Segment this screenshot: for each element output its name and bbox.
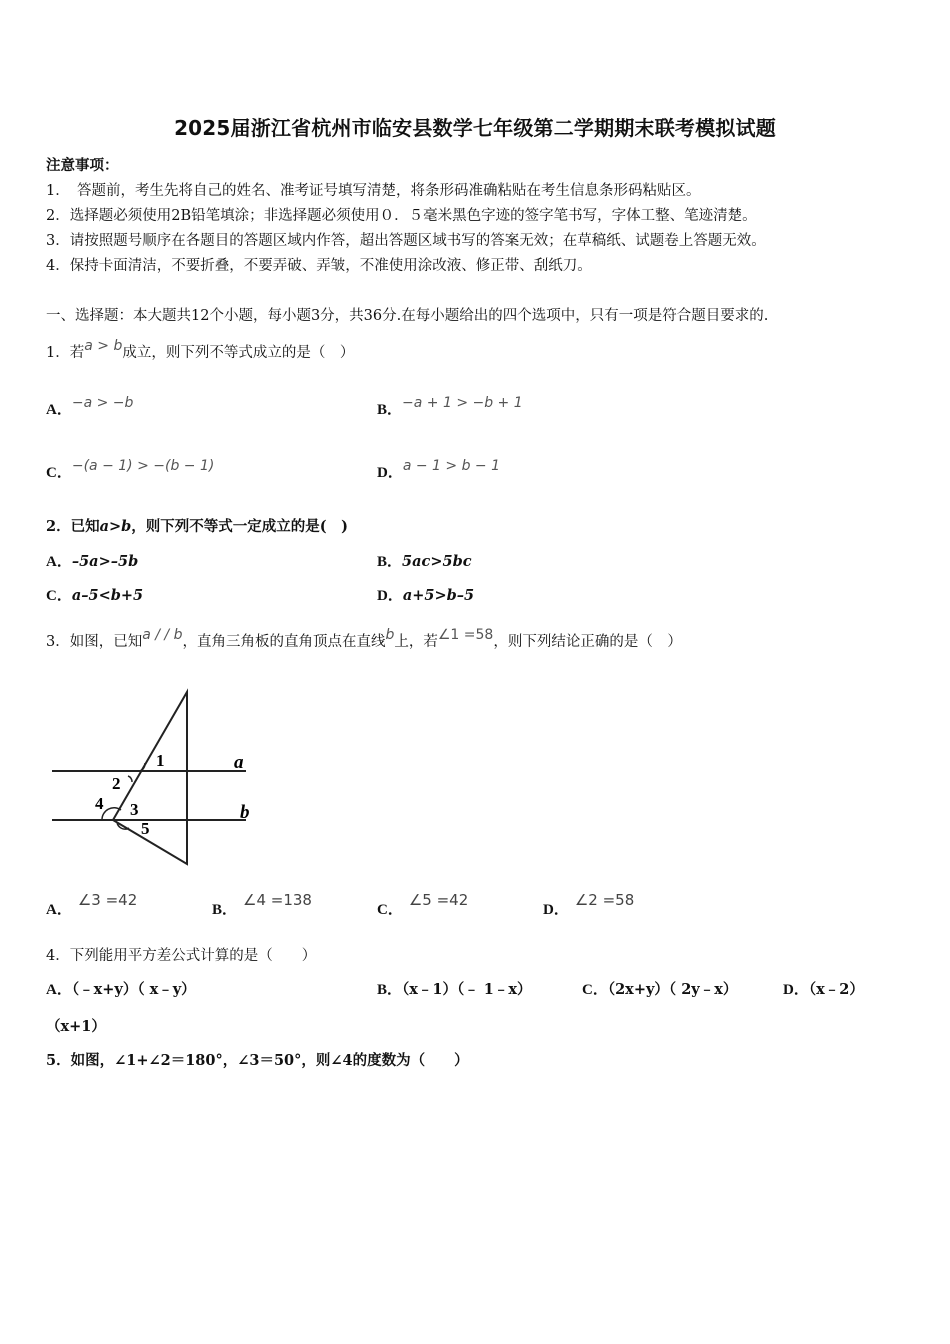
question-2-condition: a>b [99,518,132,535]
q1-option-b[interactable] [377,395,523,419]
q3-option-d[interactable] [543,891,635,919]
question-3-tail: ，则下列结论正确的是（ ） [493,634,682,650]
question-1-tail: 成立，则下列不等式成立的是（ ） [122,345,355,361]
question-2-tail: ，则下列不等式一定成立的是( ) [131,518,349,535]
option-expression: a+5>b–5 [402,587,475,604]
option-expression: （x﹣1）（﹣ 1﹣x） [402,981,532,998]
q4-option-c[interactable] [582,978,737,999]
right-triangle [113,692,187,864]
q1-option-a[interactable] [46,395,134,419]
option-expression: ∠5 =42 [408,891,469,909]
option-expression: （2x+y）（ 2y﹣x） [607,981,738,998]
q4-option-d[interactable] [783,978,864,999]
option-expression: ∠4 =138 [243,891,312,909]
figure-label-3: 3 [130,800,139,819]
q4-option-a[interactable] [46,978,196,999]
option-letter: A． [46,554,72,570]
question-3-prefix: 3．如图，已知 [46,634,143,650]
option-expression: 5ac>5bc [402,553,472,570]
option-letter: D． [377,588,403,604]
question-3-line-name: b [385,627,395,643]
option-letter: A． [46,402,72,418]
option-expression: −(a − 1) > −(b − 1) [71,458,215,474]
notice-item: 2．选择题必须使用2B铅笔填涂；非选择题必须使用０．５毫米黑色字迹的签字笔书写，字体工整、笔迹清楚。 [46,208,757,224]
q4-option-d-continued: （x+1） [46,1018,106,1035]
question-2 [46,515,348,536]
option-letter: B． [377,554,403,570]
option-letter: D． [377,465,403,481]
question-1-condition: a > b [84,338,123,354]
question-1-number: 1．若 [46,345,85,361]
question-5: 5．如图，∠1+∠2＝180°，∠3＝50°，则∠4的度数为（ ） [46,1052,469,1069]
figure-label-a: a [234,752,244,773]
q3-option-b[interactable] [212,891,312,919]
question-1 [46,338,355,362]
option-expression: a − 1 > b − 1 [402,458,501,474]
notice-item: 4．保持卡面清洁，不要折叠，不要弄破、弄皱，不准使用涂改液、修正带、刮纸刀。 [46,258,592,274]
option-letter: D． [783,982,809,998]
q1-option-c[interactable] [46,458,215,482]
page-title: 2025届浙江省杭州市临安县数学七年级第二学期期末联考模拟试题 [174,116,776,140]
question-3-middle-2: 上，若 [394,634,438,650]
option-letter: D． [543,902,569,918]
figure-label-4: 4 [95,794,104,813]
option-expression: （x﹣2） [808,981,864,998]
notice-item: 3．请按照题号顺序在各题目的答题区域内作答，超出答题区域书写的答案无效；在草稿纸、试题卷上答题无效。 [46,233,766,249]
option-letter: A． [46,982,72,998]
option-letter: A． [46,902,72,918]
option-letter: B． [377,982,403,998]
option-letter: B． [212,902,238,918]
figure-label-b: b [240,802,250,823]
q4-option-b[interactable] [377,978,532,999]
option-letter: C． [377,902,403,918]
figure-label-1: 1 [156,751,165,770]
section-heading: 一、选择题：本大题共12个小题，每小题3分，共36分.在每小题给出的四个选项中，只有一项是符合题目要求的. [46,308,769,324]
option-expression: ∠2 =58 [574,891,635,909]
figure-label-2: 2 [112,774,121,793]
option-expression: ∠3 =42 [77,891,138,909]
question-3-angle: ∠1 =58 [437,627,494,643]
q3-option-a[interactable] [46,891,138,919]
q3-option-c[interactable] [377,891,469,919]
question-3 [46,627,682,651]
q2-option-d[interactable] [377,584,474,605]
question-4: 4．下列能用平方差公式计算的是（ ） [46,948,317,964]
q2-option-b[interactable] [377,550,472,571]
option-expression: a–5<b+5 [71,587,144,604]
option-letter: C． [46,465,72,481]
q2-option-c[interactable] [46,584,143,605]
question-3-condition: a / / b [142,627,183,643]
option-letter: C． [582,982,608,998]
option-expression: –5a>–5b [71,553,139,570]
q1-option-d[interactable] [377,458,501,482]
option-letter: C． [46,588,72,604]
notice-item: 1． 答题前，考生先将自己的姓名、准考证号填写清楚，将条形码准确粘贴在考生信息条形码粘贴区。 [46,183,701,199]
option-expression: −a + 1 > −b + 1 [402,395,523,411]
figure-label-5: 5 [141,819,150,838]
question-3-middle: ，直角三角板的直角顶点在直线 [182,634,386,650]
notice-heading: 注意事项： [46,157,119,174]
question-2-prefix: 2．已知 [46,518,100,535]
angle-mark-2 [128,776,132,782]
option-expression: −a > −b [71,395,134,411]
q2-option-a[interactable] [46,550,138,571]
question-3-figure [44,670,284,870]
option-expression: （﹣x+y）（ x﹣y） [71,981,196,998]
option-letter: B． [377,402,403,418]
